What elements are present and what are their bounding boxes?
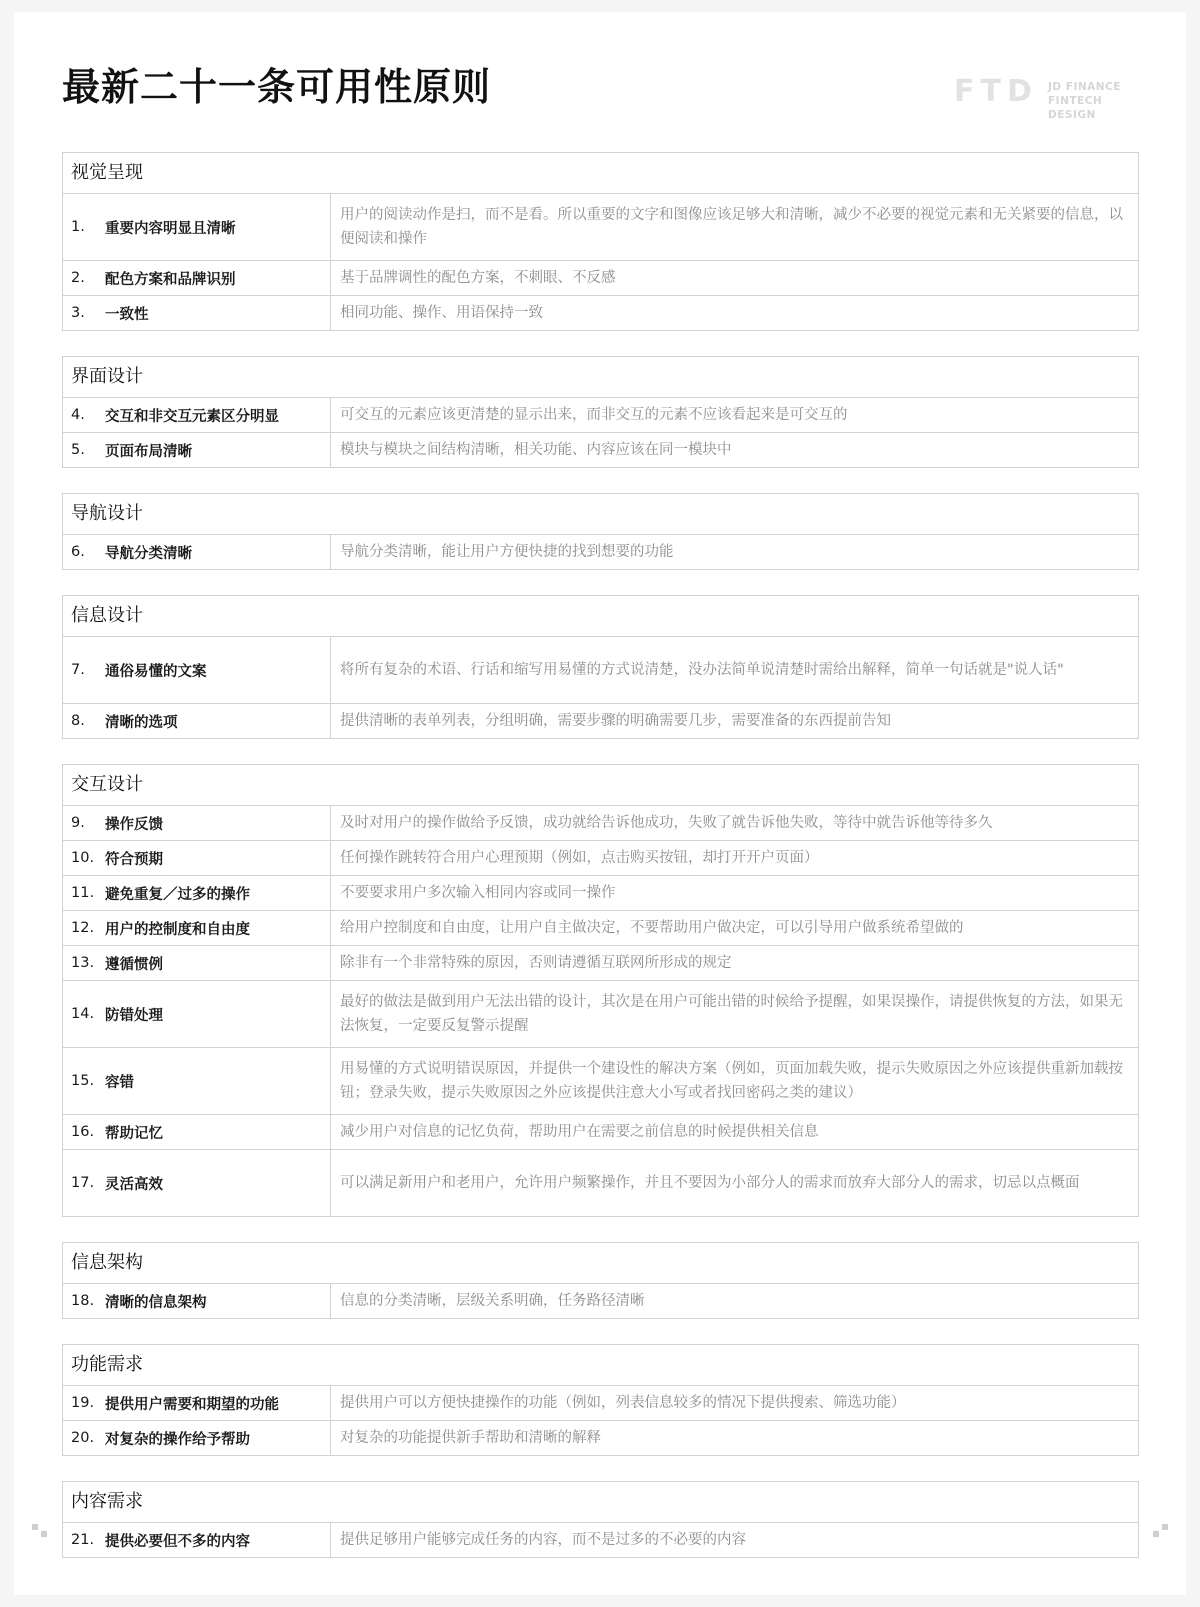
- principle-number: 6.: [71, 544, 85, 560]
- brand-line-2: FINTECH DESIGN: [1048, 95, 1103, 121]
- principle-name: 通俗易懂的文案: [105, 663, 207, 680]
- principle-description: 除非有一个非常特殊的原因，否则请遵循互联网所形成的规定: [340, 955, 732, 971]
- principle-number: 2.: [71, 270, 85, 286]
- principle-number: 14.: [71, 1006, 95, 1022]
- section-title: 内容需求: [63, 1482, 1138, 1523]
- brand-mark: FTD: [954, 74, 1038, 109]
- principle-name: 用户的控制度和自由度: [105, 921, 250, 938]
- section: [62, 152, 1139, 331]
- principle-description: 将所有复杂的术语、行话和缩写用易懂的方式说清楚，没办法简单说清楚时需给出解释，简单一句话就是"说人话": [340, 662, 1064, 678]
- principle-description: 可以满足新用户和老用户，允许用户频繁操作，并且不要因为小部分人的需求而放弃大部分人的需求，切忌以点概面: [340, 1175, 1080, 1191]
- principle-name: 清晰的选项: [105, 714, 178, 731]
- principle-name-cell: [63, 1115, 331, 1149]
- corner-mark: [1153, 1531, 1159, 1537]
- principle-description: 可交互的元素应该更清楚的显示出来，而非交互的元素不应该看起来是可交互的: [340, 407, 848, 423]
- principle-description: 给用户控制度和自由度，让用户自主做决定，不要帮助用户做决定，可以引导用户做系统希望做的: [340, 920, 964, 936]
- principle-name-cell: [63, 535, 331, 569]
- principle-description: 相同功能、操作、用语保持一致: [340, 305, 543, 321]
- principle-name: 遵循惯例: [105, 956, 163, 973]
- table-row: [63, 981, 1138, 1048]
- principle-name-cell: [63, 704, 331, 738]
- principle-name-cell: [63, 1421, 331, 1455]
- principle-number: 19.: [71, 1395, 95, 1411]
- table-row: [63, 261, 1138, 296]
- page: [14, 12, 1186, 1595]
- section: [62, 595, 1139, 739]
- principle-name: 交互和非交互元素区分明显: [105, 408, 279, 425]
- table-row: [63, 535, 1138, 569]
- principle-description: 提供清晰的表单列表，分组明确，需要步骤的明确需要几步，需要准备的东西提前告知: [340, 713, 891, 729]
- principle-name: 页面布局清晰: [105, 443, 192, 460]
- principle-name: 对复杂的操作给予帮助: [105, 1431, 250, 1448]
- principle-name: 防错处理: [105, 1007, 163, 1024]
- principle-description: 提供足够用户能够完成任务的内容，而不是过多的不必要的内容: [340, 1532, 746, 1548]
- principle-name: 灵活高效: [105, 1176, 163, 1193]
- principle-name: 提供用户需要和期望的功能: [105, 1396, 279, 1413]
- principle-name-cell: [63, 398, 331, 432]
- section: [62, 1481, 1139, 1558]
- principle-number: 12.: [71, 920, 95, 936]
- principle-number: 4.: [71, 407, 85, 423]
- principle-name-cell: [63, 911, 331, 945]
- principle-description: 用易懂的方式说明错误原因，并提供一个建设性的解决方案（例如，页面加载失败，提示失败原因之外应该提供重新加载按钮；登录失败，提示失败原因之外应该提供注意大小写或者找回密码之类的建议）: [340, 1061, 1123, 1101]
- section-title: 功能需求: [63, 1345, 1138, 1386]
- principle-number: 21.: [71, 1532, 95, 1548]
- principle-number: 11.: [71, 885, 95, 901]
- principle-description: 对复杂的功能提供新手帮助和清晰的解释: [340, 1430, 601, 1446]
- principle-name-cell: [63, 433, 331, 467]
- principle-name-cell: [63, 806, 331, 840]
- brand-text: [1048, 80, 1144, 122]
- section-title: 信息架构: [63, 1243, 1138, 1284]
- section-title: 视觉呈现: [63, 153, 1138, 194]
- table-row: [63, 433, 1138, 467]
- table-row: [63, 911, 1138, 946]
- principle-name: 重要内容明显且清晰: [105, 220, 236, 237]
- table-row: [63, 1115, 1138, 1150]
- section: [62, 1242, 1139, 1319]
- principle-number: 18.: [71, 1293, 95, 1309]
- principle-name-cell: [63, 876, 331, 910]
- principle-number: 13.: [71, 955, 95, 971]
- principle-description: 最好的做法是做到用户无法出错的设计，其次是在用户可能出错的时候给予提醒，如果误操作，请提供恢复的方法，如果无法恢复，一定要反复警示提醒: [340, 994, 1123, 1034]
- principle-description: 模块与模块之间结构清晰，相关功能、内容应该在同一模块中: [340, 442, 732, 458]
- table-row: [63, 296, 1138, 330]
- section-title: 信息设计: [63, 596, 1138, 637]
- principle-description: 提供用户可以方便快捷操作的功能（例如，列表信息较多的情况下提供搜索、筛选功能）: [340, 1395, 906, 1411]
- principle-description: 及时对用户的操作做给予反馈，成功就给告诉他成功，失败了就告诉他失败，等待中就告诉他等待多久: [340, 815, 993, 831]
- principle-name-cell: [63, 194, 331, 260]
- corner-mark: [1162, 1524, 1168, 1530]
- table-row: [63, 1150, 1138, 1216]
- brand-logo: [954, 74, 1144, 121]
- principle-description: 基于品牌调性的配色方案，不刺眼、不反感: [340, 270, 616, 286]
- principle-name-cell: [63, 981, 331, 1047]
- principle-number: 9.: [71, 815, 85, 831]
- principle-description: 导航分类清晰，能让用户方便快捷的找到想要的功能: [340, 544, 674, 560]
- principles-table: [62, 152, 1139, 1583]
- table-row: [63, 1284, 1138, 1318]
- principle-name-cell: [63, 1048, 331, 1114]
- principle-name: 导航分类清晰: [105, 545, 192, 562]
- table-row: [63, 876, 1138, 911]
- table-row: [63, 704, 1138, 738]
- page-title: 最新二十一条可用性原则: [62, 65, 492, 109]
- table-row: [63, 946, 1138, 981]
- principle-number: 5.: [71, 442, 85, 458]
- table-row: [63, 841, 1138, 876]
- principle-name: 操作反馈: [105, 816, 163, 833]
- principle-name: 避免重复／过多的操作: [105, 886, 250, 903]
- principle-number: 15.: [71, 1073, 95, 1089]
- principle-description: 用户的阅读动作是扫，而不是看。所以重要的文字和图像应该足够大和清晰，减少不必要的视觉元素和无关紧要的信息，以便阅读和操作: [340, 207, 1123, 247]
- brand-line-1: JD FINANCE: [1048, 81, 1121, 93]
- principle-name: 一致性: [105, 306, 149, 323]
- corner-mark: [41, 1531, 47, 1537]
- principle-name-cell: [63, 1284, 331, 1318]
- principle-number: 1.: [71, 219, 85, 235]
- section: [62, 1344, 1139, 1456]
- principle-number: 7.: [71, 662, 85, 678]
- section-title: 交互设计: [63, 765, 1138, 806]
- principle-number: 3.: [71, 305, 85, 321]
- principle-description: 信息的分类清晰，层级关系明确，任务路径清晰: [340, 1293, 645, 1309]
- principle-name-cell: [63, 1386, 331, 1420]
- principle-name-cell: [63, 261, 331, 295]
- principle-name: 符合预期: [105, 851, 163, 868]
- principle-description: 任何操作跳转符合用户心理预期（例如，点击购买按钮，却打开开户页面）: [340, 850, 819, 866]
- table-row: [63, 1421, 1138, 1455]
- section: [62, 356, 1139, 468]
- section: [62, 764, 1139, 1217]
- table-row: [63, 194, 1138, 261]
- section: [62, 493, 1139, 570]
- table-row: [63, 1386, 1138, 1421]
- principle-name-cell: [63, 946, 331, 980]
- principle-name-cell: [63, 1150, 331, 1216]
- principle-number: 20.: [71, 1430, 95, 1446]
- section-title: 导航设计: [63, 494, 1138, 535]
- principle-description: 不要要求用户多次输入相同内容或同一操作: [340, 885, 616, 901]
- principle-name-cell: [63, 637, 331, 703]
- principle-name: 清晰的信息架构: [105, 1294, 207, 1311]
- principle-number: 17.: [71, 1175, 95, 1191]
- table-row: [63, 1048, 1138, 1115]
- section-title: 界面设计: [63, 357, 1138, 398]
- table-row: [63, 806, 1138, 841]
- corner-mark: [32, 1524, 38, 1530]
- principle-name: 容错: [105, 1074, 134, 1091]
- principle-name: 提供必要但不多的内容: [105, 1533, 250, 1550]
- principle-number: 8.: [71, 713, 85, 729]
- principle-number: 10.: [71, 850, 95, 866]
- table-row: [63, 1523, 1138, 1557]
- principle-name: 配色方案和品牌识别: [105, 271, 236, 288]
- principle-name-cell: [63, 296, 331, 330]
- principle-number: 16.: [71, 1124, 95, 1140]
- principle-name-cell: [63, 841, 331, 875]
- principle-name-cell: [63, 1523, 331, 1557]
- principle-name: 帮助记忆: [105, 1125, 163, 1142]
- table-row: [63, 398, 1138, 433]
- table-row: [63, 637, 1138, 704]
- principle-description: 减少用户对信息的记忆负荷，帮助用户在需要之前信息的时候提供相关信息: [340, 1124, 819, 1140]
